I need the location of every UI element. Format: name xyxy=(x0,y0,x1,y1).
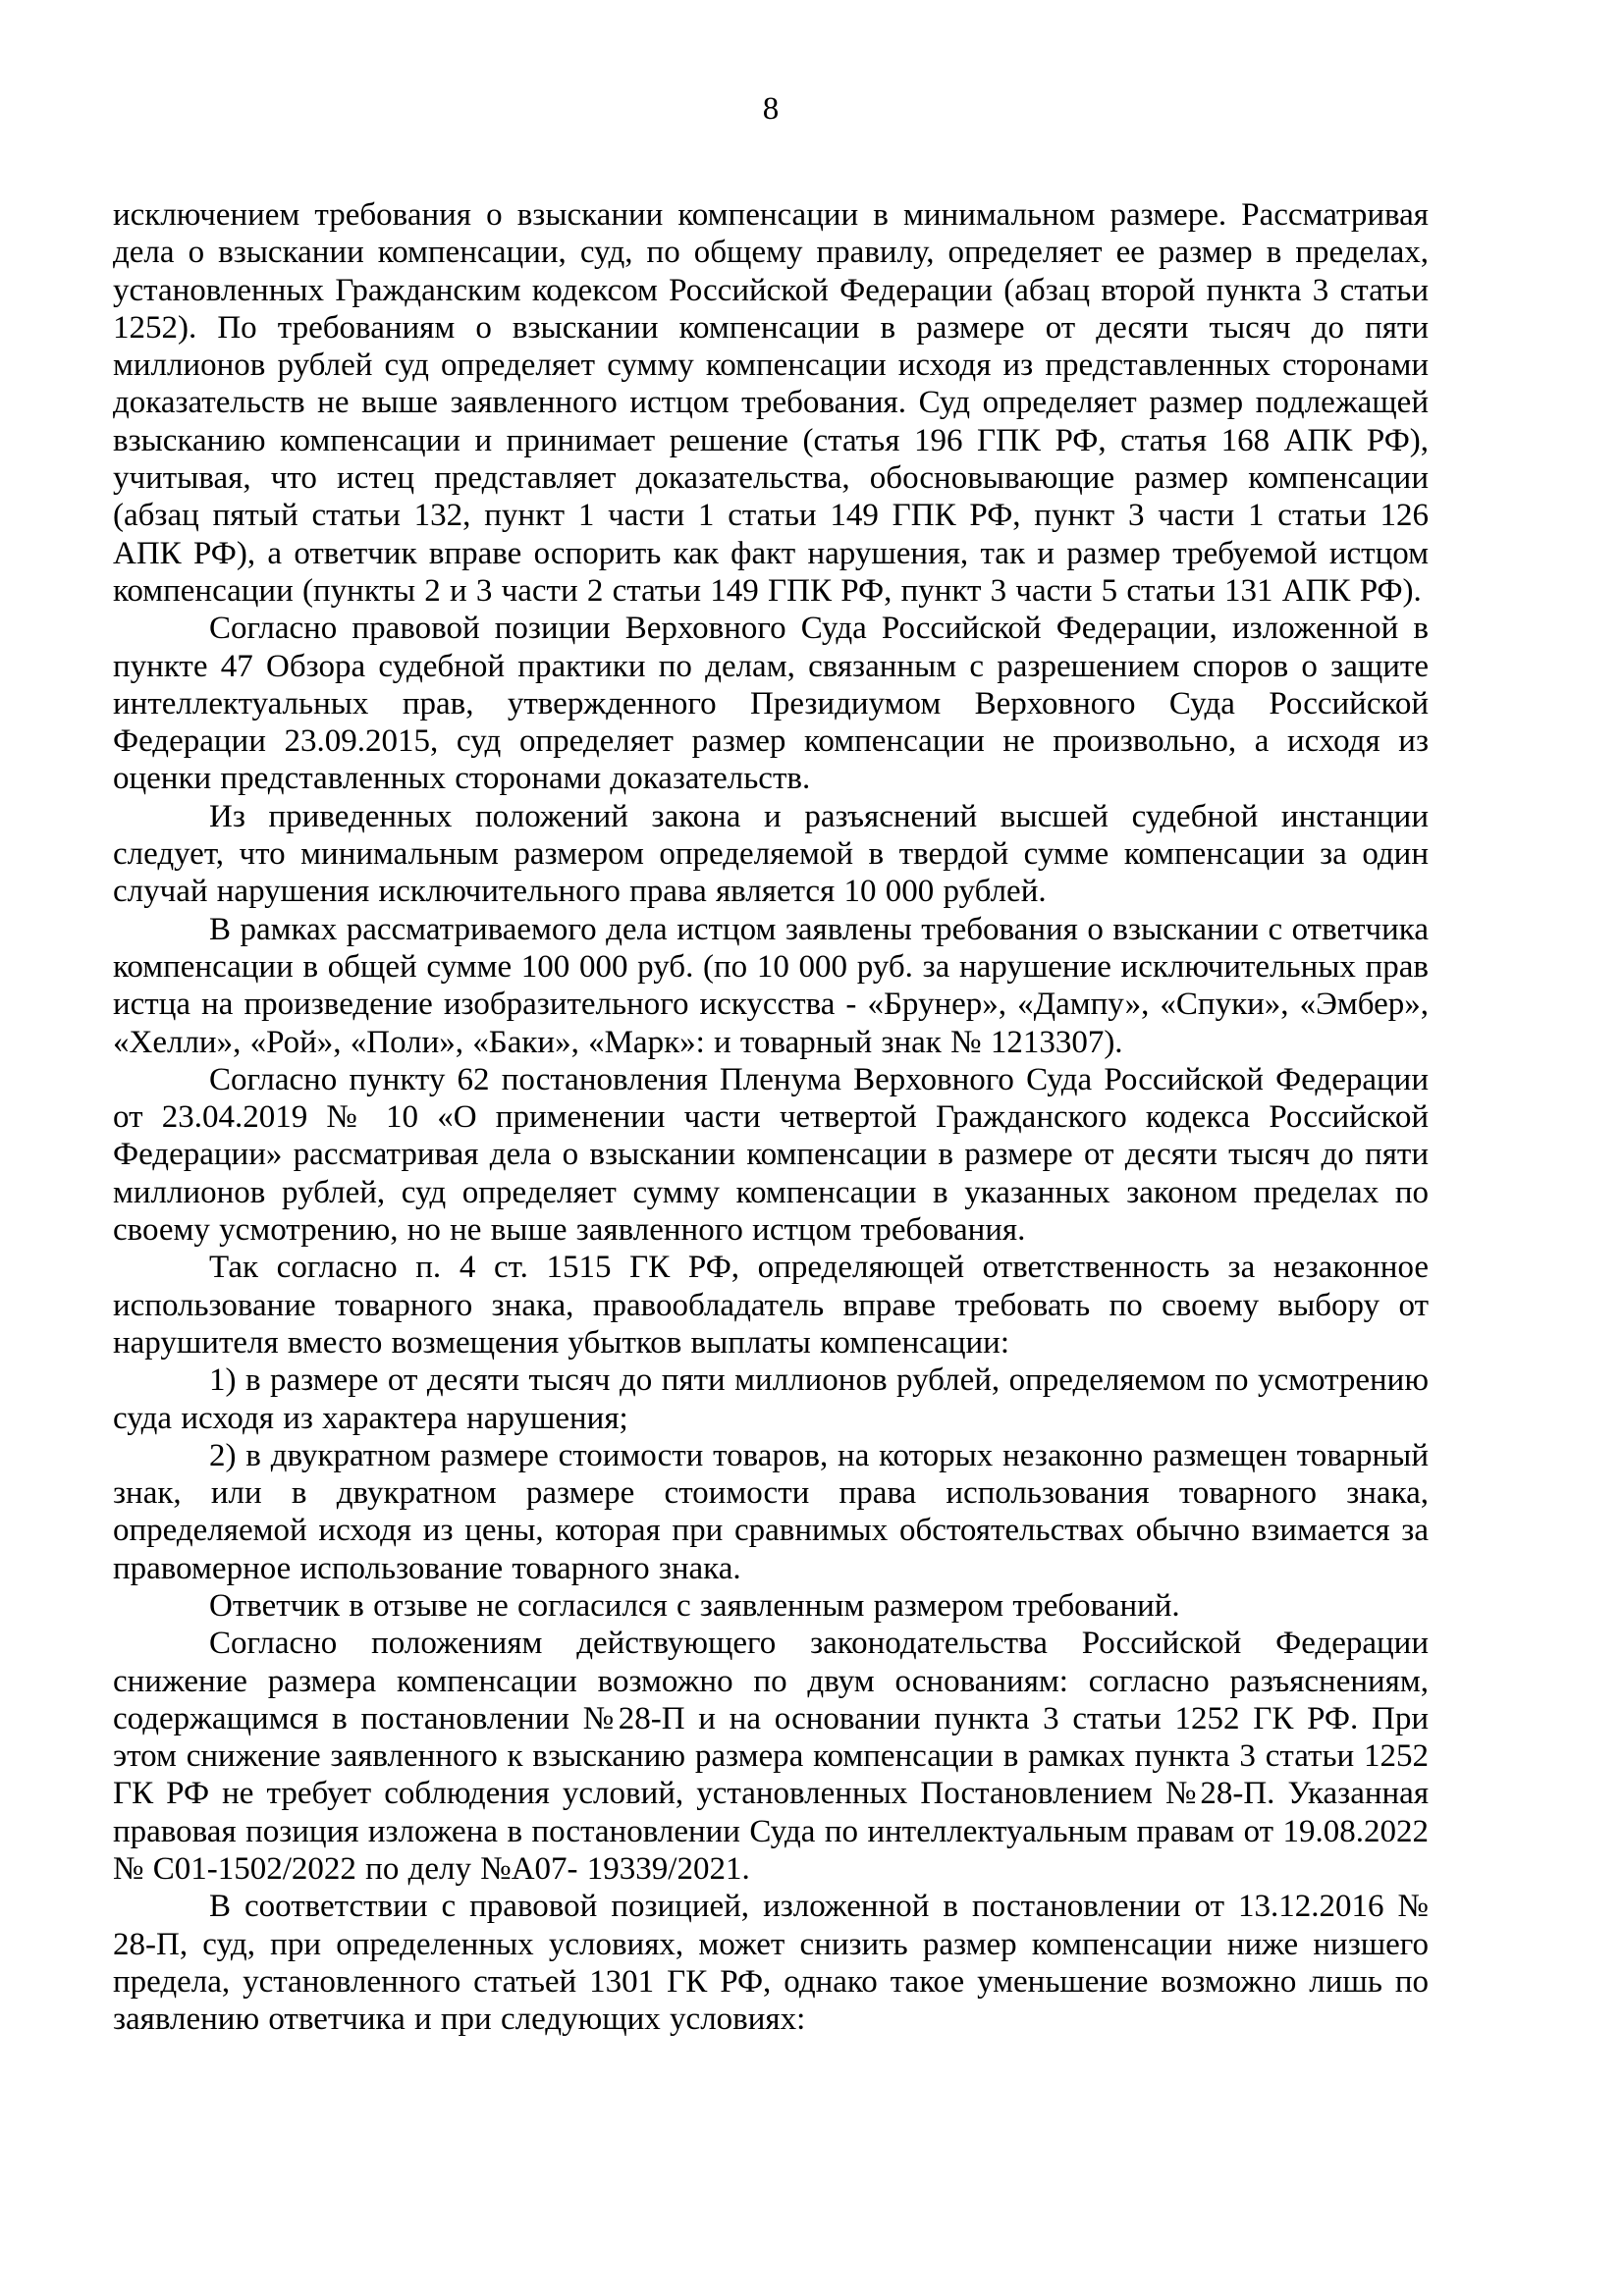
document-body xyxy=(113,196,1429,2039)
paragraph-5: Согласно пункту 62 постановления Пленума Верховного Суда Российской Федерации от 23.04.2019 № 10 «О применении части четвертой Гражданского кодекса Российской Федерации» рассматривая дела о взыскании компенсации в размере от десяти тысяч до пяти миллионов рублей, суд определяет сумму компенсации в указанных законом пределах по своему усмотрению, но не выше заявленного истцом требования. xyxy=(113,1061,1429,1249)
paragraph-11: В соответствии с правовой позицией, изложенной в постановлении от 13.12.2016 № 28-П, суд, при определенных условиях, может снизить размер компенсации ниже низшего предела, установленного статьей 1301 ГК РФ, однако такое уменьшение возможно лишь по заявлению ответчика и при следующих условиях: xyxy=(113,1889,1429,2038)
paragraph-4: В рамках рассматриваемого дела истцом заявлены требования о взыскании с ответчика компенсации в общей сумме 100 000 руб. (по 10 000 руб. за нарушение исключительных прав истца на произведение изобразительного искусства - «Брунер», «Дампу», «Спуки», «Эмбер», «Хелли», «Рой», «Поли», «Баки», «Марк»: и товарный знак № 1213307). xyxy=(113,911,1429,1060)
paragraph-8-list-item-2: 2) в двукратном размере стоимости товаров, на которых незаконно размещен товарный знак, или в двукратном размере стоимости права использования товарного знака, определяемой исходя из цены, которая при сравнимых обстоятельствах обычно взимается за правомерное использование товарного знака. xyxy=(113,1437,1429,1586)
page-number: 8 xyxy=(762,91,780,127)
paragraph-7-list-item-1: 1) в размере от десяти тысяч до пяти миллионов рублей, определяемом по усмотрению суда исходя из характера нарушения; xyxy=(113,1362,1429,1436)
paragraph-9: Ответчик в отзыве не согласился с заявленным размером требований. xyxy=(209,1587,1180,1624)
paragraph-2: Согласно правовой позиции Верховного Суда Российской Федерации, изложенной в пункте 47 Обзора судебной практики по делам, связанным с разрешением споров о защите интеллектуальных прав, утвержденного Президиумом Верховного Суда Российской Федерации 23.09.2015, суд определяет размер компенсации не произвольно, а исходя из оценки представленных сторонами доказательств. xyxy=(113,611,1429,797)
paragraph-1: исключением требования о взыскании компенсации в минимальном размере. Рассматривая дела о взыскании компенсации, суд, по общему правилу, определяет ее размер в пределах, установленных Гражданским кодексом Российской Федерации (абзац второй пункта 3 статьи 1252). По требованиям о взыскании компенсации в размере от десяти тысяч до пяти миллионов рублей суд определяет сумму компенсации исходя из представленных сторонами доказательств не выше заявленного истцом требования. Суд определяет размер подлежащей взысканию компенсации и принимает решение (статья 196 ГПК РФ, статья 168 АПК РФ), учитывая, что истец представляет доказательства, обосновывающие размер компенсации (абзац пятый статьи 132, пункт 1 части 1 статьи 149 ГПК РФ, пункт 3 части 1 статьи 126 АПК РФ), а ответчик вправе оспорить как факт нарушения, так и размер требуемой истцом компенсации (пункты 2 и 3 части 2 статьи 149 ГПК РФ, пункт 3 части 5 статьи 131 АПК РФ). xyxy=(113,197,1429,609)
paragraph-10: Согласно положениям действующего законодательства Российской Федерации снижение размера компенсации возможно по двум основаниям: согласно разъяснениям, содержащимся в постановлении №28-П и на основании пункта 3 статьи 1252 ГК РФ. При этом снижение заявленного к взысканию размера компенсации в рамках пункта 3 статьи 1252 ГК РФ не требует соблюдения условий, установленных Постановлением №28-П. Указанная правовая позиция изложена в постановлении Суда по интеллектуальным правам от 19.08.2022 № С01-1502/2022 по делу №А07- 19339/2021. xyxy=(113,1626,1429,1888)
paragraph-3: Из приведенных положений закона и разъяснений высшей судебной инстанции следует, что минимальным размером определяемой в твердой сумме компенсации за один случай нарушения исключительного права является 10 000 рублей. xyxy=(113,798,1429,910)
paragraph-6: Так согласно п. 4 ст. 1515 ГК РФ, определяющей ответственность за незаконное использование товарного знака, правообладатель вправе требовать по своему выбору от нарушителя вместо возмещения убытков выплаты компенсации: xyxy=(113,1250,1429,1361)
